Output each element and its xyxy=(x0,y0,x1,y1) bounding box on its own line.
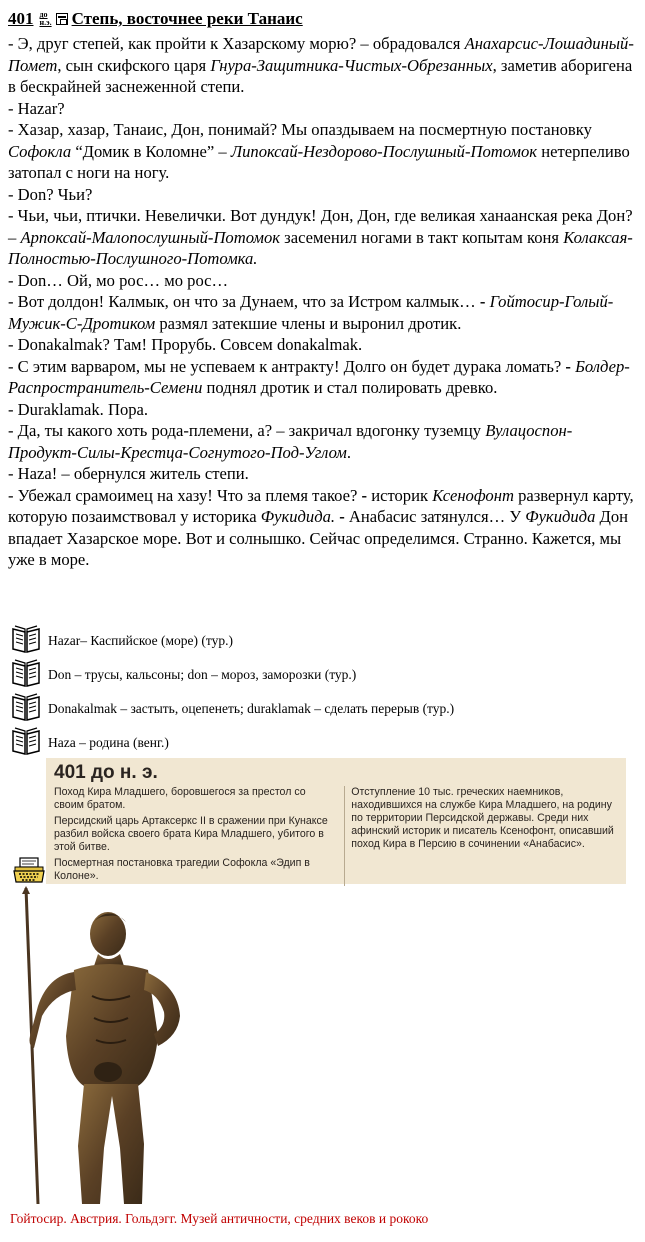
text-run: - xyxy=(565,356,571,376)
text-run: “Домик в Коломне” – xyxy=(71,141,231,161)
text-run: - xyxy=(479,292,486,311)
bc-top: до xyxy=(39,10,48,19)
text-run: - Don… Ой, мо рос… мо рос… xyxy=(8,270,229,290)
character-name: Софокла xyxy=(8,141,72,161)
dialogue-paragraph xyxy=(8,270,636,292)
character-name: Арпоксай-Малопослушный-Потомок xyxy=(20,227,281,247)
glossary-item xyxy=(10,690,630,724)
text-run: - Хазар, хазар, Танаис, Дон, понимай? Мы опаздываем на посмертную постановку xyxy=(8,120,592,139)
glossary-text: Hazar– Каспийское (море) (тур.) xyxy=(48,633,233,648)
open-book-icon xyxy=(10,691,42,723)
text-run: нетерпеливо затопал с ноги на ногу. xyxy=(8,141,630,182)
dialogue-paragraph xyxy=(8,291,636,334)
bc-abbreviation xyxy=(40,11,52,27)
glossary-item xyxy=(10,724,630,758)
character-name: Гнура-Защитника-Чистых-Обрезанных xyxy=(210,55,493,75)
character-name: Ксенофонт xyxy=(432,485,514,505)
clipping-left-column xyxy=(54,786,336,886)
text-run: поднял дротик и стал полировать древко. xyxy=(202,378,498,397)
character-name: Болдер-Распространитель-Семени xyxy=(8,356,630,397)
text-run: - Donakalmak? Там! Прорубь. Совсем donakalmak. xyxy=(8,335,363,354)
bronze-statue-image xyxy=(8,886,218,1208)
dialogue-paragraph xyxy=(8,399,636,421)
open-book-icon xyxy=(10,623,42,655)
character-name: Липоксай-Нездорово-Послушный-Потомок xyxy=(230,141,538,161)
bc-bottom: н.э. xyxy=(39,18,52,27)
dialogue-paragraph xyxy=(8,98,636,120)
dialogue-paragraph xyxy=(8,33,636,98)
calendar-icon xyxy=(56,13,68,25)
dialogue-paragraph xyxy=(8,485,636,571)
image-caption: Гойтосир. Австрия. Гольдэгг. Музей античности, средних веков и рококо xyxy=(10,1211,429,1226)
open-book-icon xyxy=(10,725,42,757)
page-title xyxy=(8,8,303,30)
clipping-entry: Посмертная постановка трагедии Софокла «Эдип в Колоне». xyxy=(54,857,310,882)
glossary-text: Don – трусы, кальсоны; don – мороз, заморозки (тур.) xyxy=(48,667,357,682)
text-run: - Э, друг степей, как пройти к Хазарскому морю? – обрадовался xyxy=(8,34,465,53)
text-run: - Вот долдон! Калмык, он что за Дунаем, что за Истром калмык… xyxy=(8,292,480,311)
character-name: Анахарсис-Лошадиный-Помет xyxy=(8,34,634,75)
character-name: Вулацоспон-Продукт-Силы-Крестца-Согнутого-Под-Углом xyxy=(8,421,573,462)
text-run: - Убежал срамоимец на хазу! Что за племя такое? xyxy=(8,485,362,505)
year-number: 401 xyxy=(8,9,34,28)
text-run: . xyxy=(346,442,351,462)
dialogue-paragraph xyxy=(8,119,636,184)
character-name: Фукидида. xyxy=(260,507,336,526)
clipping-entry: Поход Кира Младшего, боровшегося за престол со своим братом. xyxy=(54,786,306,811)
chronicle-clipping xyxy=(46,758,626,884)
dialogue-paragraph xyxy=(8,205,636,270)
story-text xyxy=(8,33,636,571)
typewriter-icon xyxy=(12,856,46,884)
title-text: Степь, восточнее реки Танаис xyxy=(71,9,303,28)
text-run: - xyxy=(361,485,368,505)
text-run: Дон впадает Хазарское море. Вот и солнышко. Сейчас определимся. Странно. Кажется, мы уже в море. xyxy=(8,507,629,569)
text-run: - С этим варваром, мы не успеваем к антракту! Долго он будет дурака ломать? xyxy=(8,356,566,376)
text-run: развернул карту, которую позаимствовал у историка xyxy=(8,485,634,526)
text-run: - Hazar? xyxy=(8,98,65,118)
text-run: - Haza! – обернулся житель степи. xyxy=(8,464,249,483)
text-run: - Duraklamak. Пора. xyxy=(8,399,149,419)
glossary-item xyxy=(10,622,630,656)
text-run: засеменил ногами в такт копытам коня xyxy=(280,227,564,247)
text-run: - xyxy=(339,507,345,526)
character-name: Колаксая-Полностью-Послушного-Потомка. xyxy=(8,227,633,268)
text-run: Анабасис затянулся… У xyxy=(344,507,526,526)
clipping-entry: Отступление 10 тыс. греческих наемников, находившихся на службе Кира Младшего, на родину по территории Персидской державы. Среди них афинский историк и писатель Ксенофонт, описавший поход Кира в Персию в сочинении «Анабасис». xyxy=(351,786,614,850)
clipping-entry: Персидский царь Артаксеркс II в сражении при Кунаксе разбил войска своего брата Кира Младшего, убитого в этой битве. xyxy=(54,815,328,853)
text-run: размял затекшие члены и выронил дротик. xyxy=(155,313,462,333)
clipping-right-column xyxy=(344,786,618,886)
clipping-header: 401 до н. э. xyxy=(54,762,158,783)
glossary-text: Donakalmak – застыть, оцепенеть; duraklamak – сделать перерыв (тур.) xyxy=(48,701,455,716)
character-name: Фукидида xyxy=(525,507,596,526)
character-name: Гойтосир-Голый-Мужик-С-Дротиком xyxy=(8,292,614,333)
dialogue-paragraph xyxy=(8,356,636,399)
text-run: - Don? Чьи? xyxy=(8,184,93,204)
dialogue-paragraph xyxy=(8,334,636,356)
glossary-item xyxy=(10,656,630,690)
text-run: - Да, ты какого хоть рода-племени, а? – закричал вдогонку туземцу xyxy=(8,421,486,440)
dialogue-paragraph xyxy=(8,463,636,485)
text-run: , заметив аборигена в бескрайней заснеженной степи. xyxy=(8,55,633,96)
dialogue-paragraph xyxy=(8,184,636,206)
text-run: , сын скифского царя xyxy=(57,55,211,75)
open-book-icon xyxy=(10,657,42,689)
text-run: - Чьи, чьи, птички. Невелички. Вот дундук! Дон, Дон, где великая ханаанская река Дон? – xyxy=(8,206,633,247)
text-run: историк xyxy=(367,485,433,505)
dialogue-paragraph xyxy=(8,420,636,463)
glossary-text: Haza – родина (венг.) xyxy=(48,735,169,750)
